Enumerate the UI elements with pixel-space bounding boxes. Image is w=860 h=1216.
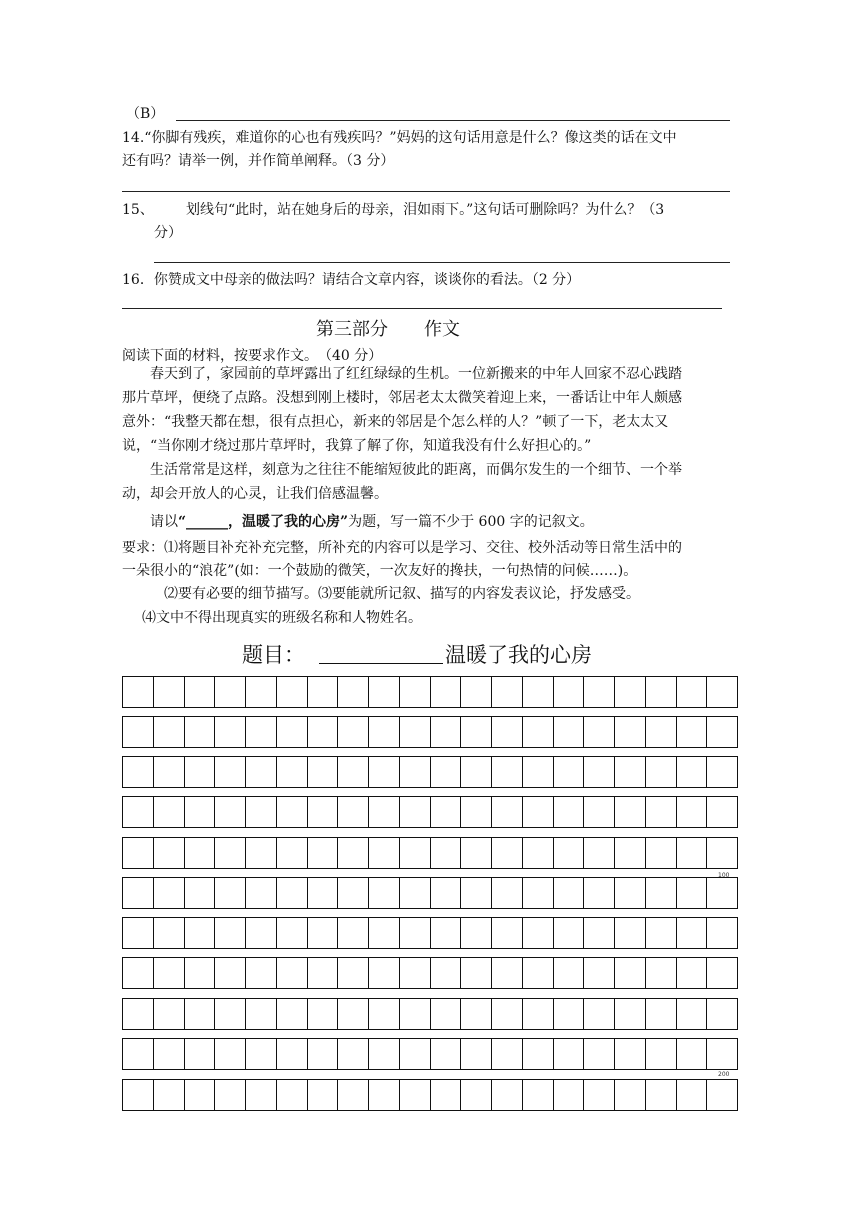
section-instruction: 阅读下面的材料，按要求作文。 （40 分） <box>122 348 383 364</box>
grid-cell[interactable] <box>431 878 462 908</box>
grid-cell[interactable] <box>185 797 216 827</box>
grid-cell[interactable] <box>246 677 277 707</box>
grid-cell[interactable] <box>584 999 615 1029</box>
grid-cell[interactable] <box>308 677 339 707</box>
grid-cell[interactable] <box>707 677 738 707</box>
grid-cell[interactable] <box>277 918 308 948</box>
grid-cell[interactable] <box>338 677 369 707</box>
grid-cell[interactable] <box>277 757 308 787</box>
grid-cell[interactable] <box>461 999 492 1029</box>
grid-cell[interactable] <box>185 717 216 747</box>
grid-cell[interactable] <box>308 1039 339 1069</box>
grid-cell[interactable] <box>646 717 677 747</box>
grid-cell[interactable] <box>338 717 369 747</box>
grid-cell[interactable] <box>277 1039 308 1069</box>
grid-cell[interactable] <box>584 958 615 988</box>
requirement-2-3: ⑵要有必要的细节描写。⑶要能就所记叙、描写的内容发表议论，抒发感受。 <box>164 586 640 602</box>
grid-cell[interactable] <box>400 757 431 787</box>
question-14-line1: 14.“你脚有残疾，难道你的心也有残疾吗？”妈妈的这句话用意是什么？像这类的话在文中 <box>122 130 677 146</box>
grid-row <box>122 676 738 708</box>
material-line: 那片草坪，便绕了点路。没想到刚上楼时，邻居老太太微笑着迎上来，一番话让中年人颇感 <box>122 390 682 406</box>
question-16-line1: 16．你赞成文中母亲的做法吗？请结合文章内容，谈谈你的看法。（2 分） <box>122 272 581 288</box>
grid-cell[interactable] <box>646 677 677 707</box>
grid-cell[interactable] <box>123 999 154 1029</box>
grid-row <box>122 1079 738 1111</box>
grid-cell[interactable] <box>185 677 216 707</box>
grid-cell[interactable] <box>308 757 339 787</box>
grid-cell[interactable] <box>584 1039 615 1069</box>
grid-cell[interactable] <box>677 797 708 827</box>
material-line: 说，“当你刚才绕过那片草坪时，我算了解了你，知道我没有什么好担心的。” <box>122 438 592 454</box>
grid-cell[interactable] <box>215 958 246 988</box>
grid-cell[interactable] <box>369 677 400 707</box>
grid-cell[interactable] <box>707 918 738 948</box>
grid-cell[interactable] <box>400 677 431 707</box>
question-15-line2: 分） <box>154 225 182 241</box>
grid-row <box>122 837 738 869</box>
material-line: 意外：“我整天都在想，很有点担心，新来的邻居是个怎么样的人？”顿了一下，老太太又 <box>122 414 669 430</box>
grid-cell[interactable] <box>123 1080 154 1110</box>
grid-cell[interactable] <box>338 757 369 787</box>
grid-cell[interactable] <box>246 878 277 908</box>
grid-cell[interactable] <box>677 838 708 868</box>
grid-row <box>122 877 738 909</box>
grid-cell[interactable] <box>523 1080 554 1110</box>
grid-row <box>122 756 738 788</box>
grid-cell[interactable] <box>615 1039 646 1069</box>
grid-cell[interactable] <box>707 717 738 747</box>
grid-cell[interactable] <box>523 677 554 707</box>
grid-cell[interactable] <box>523 999 554 1029</box>
grid-cell[interactable] <box>185 1039 216 1069</box>
grid-cell[interactable] <box>400 797 431 827</box>
grid-cell[interactable] <box>277 717 308 747</box>
grid-cell[interactable] <box>369 918 400 948</box>
grid-cell[interactable] <box>338 878 369 908</box>
grid-cell[interactable] <box>154 878 185 908</box>
grid-cell[interactable] <box>707 958 738 988</box>
grid-cell[interactable] <box>615 918 646 948</box>
grid-cell[interactable] <box>154 797 185 827</box>
grid-cell[interactable] <box>646 757 677 787</box>
grid-cell[interactable] <box>461 677 492 707</box>
grid-cell[interactable] <box>123 1039 154 1069</box>
grid-cell[interactable] <box>707 999 738 1029</box>
essay-title-blank[interactable] <box>319 641 443 664</box>
grid-cell[interactable] <box>461 797 492 827</box>
grid-cell[interactable] <box>369 999 400 1029</box>
grid-cell[interactable] <box>154 838 185 868</box>
grid-cell[interactable] <box>185 918 216 948</box>
grid-cell[interactable] <box>246 797 277 827</box>
grid-cell[interactable] <box>277 797 308 827</box>
grid-cell[interactable] <box>277 999 308 1029</box>
grid-cell[interactable] <box>615 797 646 827</box>
grid-cell[interactable] <box>154 958 185 988</box>
grid-cell[interactable] <box>461 757 492 787</box>
grid-cell[interactable] <box>308 838 339 868</box>
grid-cell[interactable] <box>246 999 277 1029</box>
grid-cell[interactable] <box>554 999 585 1029</box>
answer-15-line[interactable] <box>154 262 730 263</box>
essay-prompt <box>150 509 594 535</box>
grid-cell[interactable] <box>338 958 369 988</box>
section-title: 第三部分 作文 <box>316 319 460 340</box>
grid-cell[interactable] <box>584 1080 615 1110</box>
grid-cell[interactable] <box>431 999 462 1029</box>
grid-cell[interactable] <box>277 1080 308 1110</box>
grid-cell[interactable] <box>523 1039 554 1069</box>
grid-cell[interactable] <box>215 1080 246 1110</box>
grid-cell[interactable] <box>492 878 523 908</box>
grid-cell[interactable] <box>492 797 523 827</box>
essay-title <box>242 640 592 670</box>
grid-cell[interactable] <box>646 918 677 948</box>
grid-cell[interactable] <box>369 1080 400 1110</box>
grid-cell[interactable] <box>554 838 585 868</box>
grid-cell[interactable] <box>461 717 492 747</box>
grid-row <box>122 716 738 748</box>
grid-cell[interactable] <box>215 1039 246 1069</box>
grid-cell[interactable] <box>185 1080 216 1110</box>
grid-cell[interactable] <box>277 677 308 707</box>
grid-cell[interactable] <box>185 757 216 787</box>
material-line: 生活常常是这样，刻意为之往往不能缩短彼此的距离，而偶尔发生的一个细节、一个举 <box>150 462 682 478</box>
grid-cell[interactable] <box>677 958 708 988</box>
grid-cell[interactable] <box>215 918 246 948</box>
grid-cell[interactable] <box>431 918 462 948</box>
answer-14-line[interactable] <box>122 191 730 192</box>
question-15-line1: 划线句“此时，站在她身后的母亲，泪如雨下。”这句话可删除吗？为什么？（3 <box>186 202 665 218</box>
essay-prompt-pre: 请以 <box>150 514 178 530</box>
material-line: 动，却会开放人的心灵，让我们倍感温馨。 <box>122 486 388 502</box>
grid-cell[interactable] <box>646 1039 677 1069</box>
grid-cell[interactable] <box>523 958 554 988</box>
essay-title-prefix: 题目： <box>242 643 305 667</box>
grid-cell[interactable] <box>308 878 339 908</box>
grid-cell[interactable] <box>154 999 185 1029</box>
grid-cell[interactable] <box>615 958 646 988</box>
grid-cell[interactable] <box>461 958 492 988</box>
grid-cell[interactable] <box>431 958 462 988</box>
grid-cell[interactable] <box>646 1080 677 1110</box>
grid-cell[interactable] <box>707 1080 738 1110</box>
grid-cell[interactable] <box>677 999 708 1029</box>
grid-row <box>122 957 738 989</box>
grid-cell[interactable] <box>369 958 400 988</box>
grid-cell[interactable] <box>646 958 677 988</box>
grid-cell[interactable] <box>369 1039 400 1069</box>
grid-cell[interactable] <box>584 878 615 908</box>
grid-cell[interactable] <box>400 1039 431 1069</box>
grid-cell[interactable] <box>707 878 738 908</box>
grid-cell[interactable] <box>492 717 523 747</box>
grid-cell[interactable] <box>707 1039 738 1069</box>
answer-16-line[interactable] <box>122 308 722 309</box>
grid-cell[interactable] <box>123 838 154 868</box>
question-14-line2: 还有吗？请举一例，并作简单阐释。（3 分） <box>122 153 395 169</box>
grid-cell[interactable] <box>492 677 523 707</box>
grid-cell[interactable] <box>123 757 154 787</box>
grid-cell[interactable] <box>338 1080 369 1110</box>
grid-cell[interactable] <box>185 878 216 908</box>
grid-cell[interactable] <box>246 1080 277 1110</box>
grid-cell[interactable] <box>123 958 154 988</box>
grid-cell[interactable] <box>185 999 216 1029</box>
grid-cell[interactable] <box>677 878 708 908</box>
grid-cell[interactable] <box>584 918 615 948</box>
grid-cell[interactable] <box>492 999 523 1029</box>
grid-cell[interactable] <box>431 838 462 868</box>
grid-cell[interactable] <box>584 838 615 868</box>
grid-cell[interactable] <box>461 878 492 908</box>
grid-cell[interactable] <box>215 838 246 868</box>
grid-cell[interactable] <box>400 878 431 908</box>
grid-cell[interactable] <box>123 717 154 747</box>
grid-cell[interactable] <box>369 838 400 868</box>
grid-cell[interactable] <box>277 878 308 908</box>
grid-cell[interactable] <box>584 677 615 707</box>
grid-cell[interactable] <box>554 1080 585 1110</box>
grid-cell[interactable] <box>615 757 646 787</box>
grid-cell[interactable] <box>615 1080 646 1110</box>
grid-cell[interactable] <box>461 918 492 948</box>
grid-cell[interactable] <box>431 717 462 747</box>
grid-row <box>122 917 738 949</box>
grid-cell[interactable] <box>246 838 277 868</box>
grid-cell[interactable] <box>338 797 369 827</box>
grid-cell[interactable] <box>246 717 277 747</box>
answer-b-line[interactable] <box>176 120 730 121</box>
grid-cell[interactable] <box>554 878 585 908</box>
grid-cell[interactable] <box>215 677 246 707</box>
requirement-1-line1: 要求：⑴将题目补充补充完整，所补充的内容可以是学习、交往、校外活动等日常生活中的 <box>122 540 682 556</box>
grid-row <box>122 796 738 828</box>
grid-cell[interactable] <box>584 757 615 787</box>
material-line: 春天到了，家园前的草坪露出了红红绿绿的生机。一位新搬来的中年人回家不忍心践踏 <box>150 366 682 382</box>
grid-cell[interactable] <box>431 1039 462 1069</box>
grid-cell[interactable] <box>215 757 246 787</box>
grid-cell[interactable] <box>338 838 369 868</box>
grid-cell[interactable] <box>492 757 523 787</box>
grid-cell[interactable] <box>338 999 369 1029</box>
grid-cell[interactable] <box>215 717 246 747</box>
grid-cell[interactable] <box>492 838 523 868</box>
grid-cell[interactable] <box>369 757 400 787</box>
grid-cell[interactable] <box>646 878 677 908</box>
grid-cell[interactable] <box>123 797 154 827</box>
grid-cell[interactable] <box>492 1080 523 1110</box>
grid-cell[interactable] <box>308 717 339 747</box>
grid-cell[interactable] <box>400 838 431 868</box>
grid-cell[interactable] <box>615 878 646 908</box>
grid-cell[interactable] <box>369 878 400 908</box>
grid-cell[interactable] <box>615 999 646 1029</box>
grid-cell[interactable] <box>461 1080 492 1110</box>
grid-cell[interactable] <box>308 918 339 948</box>
essay-prompt-title: “______，温暖了我的心房” <box>178 514 349 530</box>
grid-cell[interactable] <box>400 918 431 948</box>
grid-cell[interactable] <box>215 797 246 827</box>
grid-cell[interactable] <box>308 797 339 827</box>
grid-cell[interactable] <box>554 958 585 988</box>
grid-cell[interactable] <box>677 717 708 747</box>
grid-cell[interactable] <box>123 918 154 948</box>
grid-cell[interactable] <box>554 918 585 948</box>
grid-cell[interactable] <box>461 838 492 868</box>
grid-cell[interactable] <box>369 717 400 747</box>
essay-title-suffix: 温暖了我的心房 <box>445 643 592 667</box>
grid-cell[interactable] <box>584 717 615 747</box>
grid-cell[interactable] <box>123 878 154 908</box>
grid-cell[interactable] <box>584 797 615 827</box>
grid-cell[interactable] <box>123 677 154 707</box>
grid-cell[interactable] <box>646 797 677 827</box>
grid-cell[interactable] <box>677 757 708 787</box>
grid-cell[interactable] <box>338 1039 369 1069</box>
grid-cell[interactable] <box>615 717 646 747</box>
grid-cell[interactable] <box>154 918 185 948</box>
essay-prompt-post: 为题，写一篇不少于 600 字的记叙文。 <box>348 514 594 530</box>
grid-cell[interactable] <box>246 918 277 948</box>
requirement-1-line2: 一朵很小的“浪花”(如：一个鼓励的微笑，一次友好的搀扶，一句热情的问候……)。 <box>122 563 638 579</box>
grid-cell[interactable] <box>492 958 523 988</box>
grid-cell[interactable] <box>185 958 216 988</box>
grid-cell[interactable] <box>523 757 554 787</box>
grid-cell[interactable] <box>523 838 554 868</box>
grid-cell[interactable] <box>461 1039 492 1069</box>
grid-cell[interactable] <box>308 958 339 988</box>
grid-cell[interactable] <box>185 838 216 868</box>
grid-cell[interactable] <box>308 999 339 1029</box>
grid-cell[interactable] <box>646 838 677 868</box>
word-count-label-100: 100 <box>718 872 730 879</box>
grid-cell[interactable] <box>431 757 462 787</box>
grid-cell[interactable] <box>215 999 246 1029</box>
grid-cell[interactable] <box>154 1039 185 1069</box>
grid-cell[interactable] <box>492 1039 523 1069</box>
grid-cell[interactable] <box>154 757 185 787</box>
grid-cell[interactable] <box>523 918 554 948</box>
grid-cell[interactable] <box>431 1080 462 1110</box>
grid-cell[interactable] <box>677 677 708 707</box>
grid-cell[interactable] <box>400 999 431 1029</box>
answer-b-label: （B） <box>126 106 165 122</box>
grid-cell[interactable] <box>338 918 369 948</box>
grid-cell[interactable] <box>400 958 431 988</box>
question-15-number: 15、 <box>122 202 154 218</box>
grid-cell[interactable] <box>677 1039 708 1069</box>
grid-cell[interactable] <box>523 878 554 908</box>
grid-cell[interactable] <box>246 958 277 988</box>
grid-cell[interactable] <box>646 999 677 1029</box>
grid-cell[interactable] <box>677 1080 708 1110</box>
grid-cell[interactable] <box>615 838 646 868</box>
requirement-4: ⑷文中不得出现真实的班级名称和人物姓名。 <box>142 610 422 626</box>
grid-row <box>122 1038 738 1070</box>
grid-cell[interactable] <box>677 918 708 948</box>
grid-cell[interactable] <box>554 757 585 787</box>
grid-cell[interactable] <box>492 918 523 948</box>
grid-cell[interactable] <box>431 677 462 707</box>
grid-cell[interactable] <box>246 757 277 787</box>
grid-cell[interactable] <box>707 757 738 787</box>
grid-cell[interactable] <box>707 797 738 827</box>
grid-cell[interactable] <box>277 838 308 868</box>
grid-cell[interactable] <box>615 677 646 707</box>
grid-cell[interactable] <box>246 1039 277 1069</box>
grid-cell[interactable] <box>523 717 554 747</box>
grid-cell[interactable] <box>431 797 462 827</box>
grid-cell[interactable] <box>554 717 585 747</box>
grid-cell[interactable] <box>523 797 554 827</box>
grid-cell[interactable] <box>215 878 246 908</box>
grid-cell[interactable] <box>554 797 585 827</box>
grid-cell[interactable] <box>154 677 185 707</box>
grid-cell[interactable] <box>400 717 431 747</box>
grid-cell[interactable] <box>277 958 308 988</box>
grid-cell[interactable] <box>554 1039 585 1069</box>
grid-cell[interactable] <box>154 1080 185 1110</box>
grid-cell[interactable] <box>707 838 738 868</box>
grid-row <box>122 998 738 1030</box>
grid-cell[interactable] <box>554 677 585 707</box>
grid-cell[interactable] <box>369 797 400 827</box>
grid-cell[interactable] <box>154 717 185 747</box>
grid-cell[interactable] <box>400 1080 431 1110</box>
grid-cell[interactable] <box>308 1080 339 1110</box>
word-count-label-200: 200 <box>718 1071 730 1078</box>
